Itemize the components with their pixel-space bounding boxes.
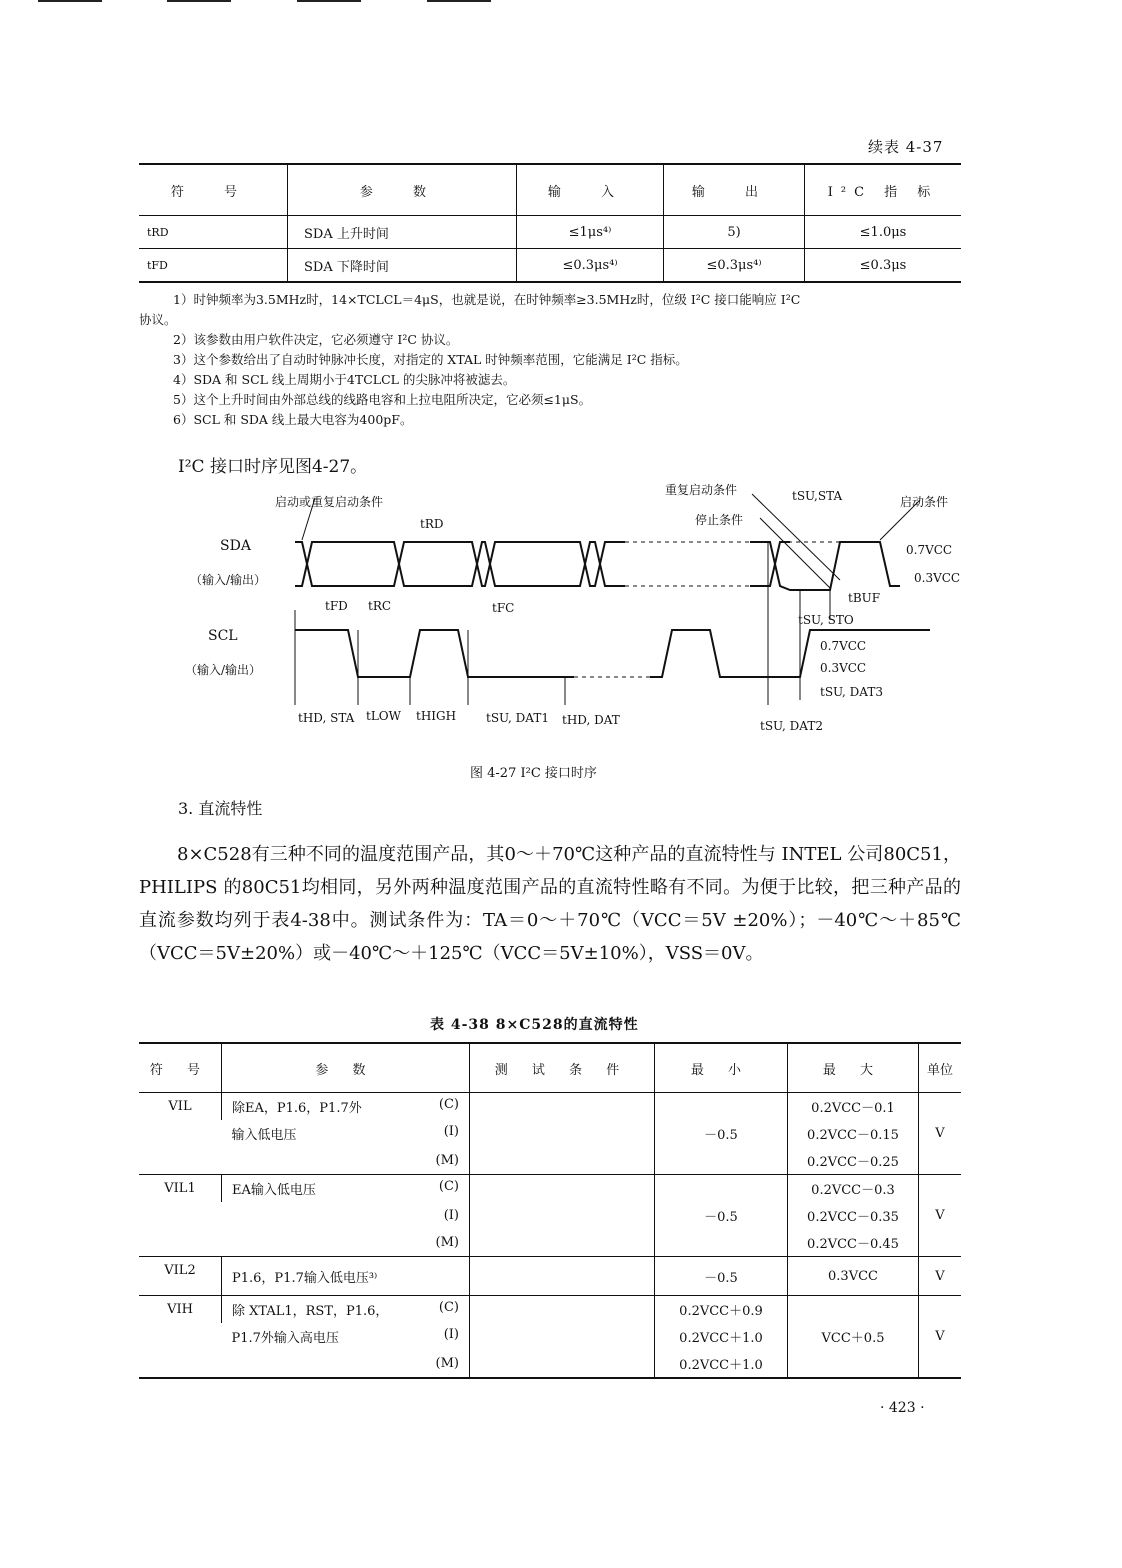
i2c-timing-diagram — [180, 480, 980, 740]
label-tfc: tFC — [492, 601, 515, 615]
col-symbol: 符 号 — [139, 164, 288, 216]
pointer — [760, 518, 830, 588]
cell-param: SDA 上升时间 — [288, 216, 517, 249]
cell-max: 0.2VCC－0.1 — [788, 1093, 919, 1121]
param-text: 输入低电压 — [231, 1128, 297, 1143]
cell-symbol: VIH — [167, 1302, 193, 1317]
col-test: 测 试 条 件 — [470, 1043, 655, 1093]
param-text: 除EA，P1.6，P1.7外 — [232, 1101, 362, 1116]
label-tsusta: tSU,STA — [792, 489, 843, 503]
cell-max: 0.3VCC — [788, 1257, 919, 1296]
note: 2）该参数由用户软件决定，它必须遵守 I²C 协议。 — [173, 332, 459, 347]
cell-min: －0.5 — [655, 1202, 788, 1229]
cell-param — [222, 1229, 470, 1257]
param-text: P1.7外输入高电压 — [231, 1331, 339, 1346]
top-rule — [297, 0, 361, 2]
sda-waveform-end-b — [750, 542, 790, 586]
top-rule — [167, 0, 231, 2]
grade: (C) — [438, 1179, 459, 1194]
cell-max: VCC＋0.5 — [788, 1323, 919, 1350]
label-scl: SCL — [208, 628, 238, 644]
cell-symbol: tRD — [139, 216, 288, 249]
label-thdsta: tHD, STA — [298, 711, 355, 725]
cell-test — [470, 1175, 655, 1257]
label-tsudat1: tSU, DAT1 — [486, 711, 549, 725]
col-param: 参 数 — [288, 164, 517, 216]
cell-param — [222, 1350, 470, 1378]
cell-max: 0.2VCC－0.3 — [788, 1175, 919, 1203]
cell-unit: V — [919, 1257, 962, 1296]
table-row — [139, 1175, 961, 1203]
cell-min: －0.5 — [655, 1120, 788, 1147]
grade: (I) — [443, 1327, 459, 1342]
table-4-38-title: 表 4-38 8×C528的直流特性 — [430, 1017, 639, 1033]
cell-max: 0.2VCC－0.15 — [788, 1120, 919, 1147]
grade: (C) — [438, 1300, 459, 1315]
cell-spec: ≤1.0μs — [805, 216, 962, 249]
param-text: P1.6，P1.7输入低电压³⁾ — [232, 1270, 378, 1286]
cell-max — [788, 1350, 919, 1378]
table-row — [139, 1257, 961, 1296]
cell-param: SDA 下降时间 — [288, 249, 517, 283]
cell-input: ≤1μs⁴⁾ — [517, 216, 664, 249]
cell-unit: V — [919, 1093, 962, 1175]
cell-param — [222, 1147, 470, 1175]
body-paragraph — [139, 838, 961, 970]
table-4-37 — [139, 163, 961, 283]
col-param: 参 数 — [222, 1043, 470, 1093]
label-tlow: tLOW — [366, 709, 401, 723]
label-start-or-restart: 启动或重复启动条件 — [275, 495, 384, 509]
cell-min: 0.2VCC＋1.0 — [655, 1350, 788, 1378]
label-trc: tRC — [368, 599, 392, 613]
note: 5）这个上升时间由外部总线的线路电容和上拉电阻所决定，它必须≤1μS。 — [173, 392, 592, 407]
section-heading: 3. 直流特性 — [178, 799, 263, 818]
note: 1）时钟频率为3.5MHz时，14×TCLCL＝4μS，也就是说，在时钟频率≥3.5MHz时，位级 I²C 接口能响应 I²C — [173, 292, 801, 307]
label-v03-sda: 0.3VCC — [914, 571, 961, 585]
cell-param — [222, 1175, 470, 1203]
cell-symbol: VIL1 — [139, 1175, 222, 1257]
cell-min: 0.2VCC＋1.0 — [655, 1323, 788, 1350]
grade: (M) — [435, 1153, 459, 1168]
cell-unit: V — [919, 1175, 962, 1257]
cell-min: －0.5 — [655, 1257, 788, 1296]
grade: (I) — [443, 1124, 459, 1139]
cell-test — [470, 1257, 655, 1296]
cell-output: 5) — [664, 216, 805, 249]
page-number: · 423 · — [880, 1400, 925, 1416]
label-restart: 重复启动条件 — [665, 483, 738, 497]
paragraph-text: 8×C528有三种不同的温度范围产品，其0～＋70℃这种产品的直流特性与 INTEL 公司80C51，PHILIPS 的80C51均相同，另外两种温度范围产品的直流特性略有不同。为便于比较，把三种产品的直流参数均列于表4-38中。测试条件为：TA＝0～＋70℃（VCC＝5V ±20%）；－40℃～＋85℃（VCC＝5V±20%）或－40℃～＋125℃（VCC＝5V±10%），VSS＝0V。 — [139, 844, 961, 964]
grade: (C) — [438, 1097, 459, 1112]
table-row — [139, 1093, 961, 1121]
label-start: 启动条件 — [900, 495, 949, 509]
cell-max: 0.2VCC－0.25 — [788, 1147, 919, 1175]
sda-waveform — [295, 542, 625, 586]
cell-test — [470, 1296, 655, 1379]
top-rule — [38, 0, 102, 2]
figure-intro: I²C 接口时序见图4-27。 — [178, 457, 368, 477]
cell-spec: ≤0.3μs — [805, 249, 962, 283]
cell-test — [470, 1093, 655, 1175]
param-text: EA输入低电压 — [232, 1183, 316, 1198]
grade: (M) — [435, 1235, 459, 1250]
cell-max: 0.2VCC－0.35 — [788, 1202, 919, 1229]
label-trd: tRD — [420, 517, 444, 531]
param-text: 除 XTAL1，RST，P1.6， — [232, 1304, 389, 1319]
label-scl-io: （输入/输出） — [185, 663, 262, 677]
table-4-38 — [139, 1042, 961, 1379]
col-symbol: 符 号 — [139, 1043, 222, 1093]
col-spec: I²C 指 标 — [805, 164, 962, 216]
cell-unit: V — [919, 1296, 962, 1379]
table-notes — [139, 290, 969, 430]
cell-input: ≤0.3μs⁴⁾ — [517, 249, 664, 283]
grade: (I) — [443, 1208, 459, 1223]
note: 6）SCL 和 SDA 线上最大电容为400pF。 — [173, 412, 413, 427]
cell-min — [655, 1229, 788, 1257]
cell-min — [655, 1093, 788, 1121]
table-header-row — [139, 1043, 961, 1093]
table-row — [139, 249, 961, 283]
figure-caption: 图 4-27 I²C 接口时序 — [470, 766, 597, 781]
continued-table-title: 续表 4-37 — [868, 138, 944, 156]
label-thddat: tHD, DAT — [562, 713, 620, 727]
top-rule — [427, 0, 491, 2]
label-stop: 停止条件 — [695, 513, 744, 527]
cell-min: 0.2VCC＋0.9 — [655, 1296, 788, 1324]
cell-max — [788, 1296, 919, 1324]
label-v07-sda: 0.7VCC — [906, 543, 953, 557]
label-sda: SDA — [220, 538, 251, 554]
label-tsusto: tSU, STO — [798, 613, 854, 627]
label-thigh: tHIGH — [416, 709, 457, 723]
note: 4）SDA 和 SCL 线上周期小于4TCLCL 的尖脉冲将被滤去。 — [173, 372, 516, 387]
label-tbuf: tBUF — [848, 591, 881, 605]
label-tsudat2: tSU, DAT2 — [760, 719, 823, 733]
col-min: 最 小 — [655, 1043, 788, 1093]
table-row — [139, 1296, 961, 1324]
cell-output: ≤0.3μs⁴⁾ — [664, 249, 805, 283]
cell-param — [222, 1296, 470, 1324]
table-row — [139, 216, 961, 249]
note: 协议。 — [139, 312, 177, 327]
cell-max: 0.2VCC－0.45 — [788, 1229, 919, 1257]
cell-param — [222, 1257, 470, 1296]
pointer — [752, 494, 840, 580]
cell-param — [222, 1093, 470, 1121]
label-tsudat3: tSU, DAT3 — [820, 685, 883, 699]
cell-symbol: VIL — [139, 1093, 222, 1175]
cell-min — [655, 1175, 788, 1203]
col-output: 输 出 — [664, 164, 805, 216]
cell-param — [222, 1120, 470, 1147]
col-unit: 单位 — [919, 1043, 962, 1093]
cell-min — [655, 1147, 788, 1175]
cell-param — [222, 1202, 470, 1229]
label-tfd: tFD — [325, 599, 348, 613]
label-v03-scl: 0.3VCC — [820, 661, 867, 675]
note: 3）这个参数给出了自动时钟脉冲长度，对指定的 XTAL 时钟频率范围，它能满足 I²C 指标。 — [173, 352, 688, 367]
sda-waveform-low — [295, 542, 625, 586]
cell-symbol: VIL2 — [139, 1257, 222, 1296]
cell-symbol: tFD — [139, 249, 288, 283]
scl-waveform-2 — [650, 630, 930, 677]
cell-param — [222, 1323, 470, 1350]
col-input: 输 入 — [517, 164, 664, 216]
col-max: 最 大 — [788, 1043, 919, 1093]
table-header-row — [139, 164, 961, 216]
grade: (M) — [435, 1356, 459, 1371]
label-sda-io: （输入/输出） — [190, 573, 267, 587]
label-v07-scl: 0.7VCC — [820, 639, 867, 653]
scl-waveform — [295, 630, 574, 677]
